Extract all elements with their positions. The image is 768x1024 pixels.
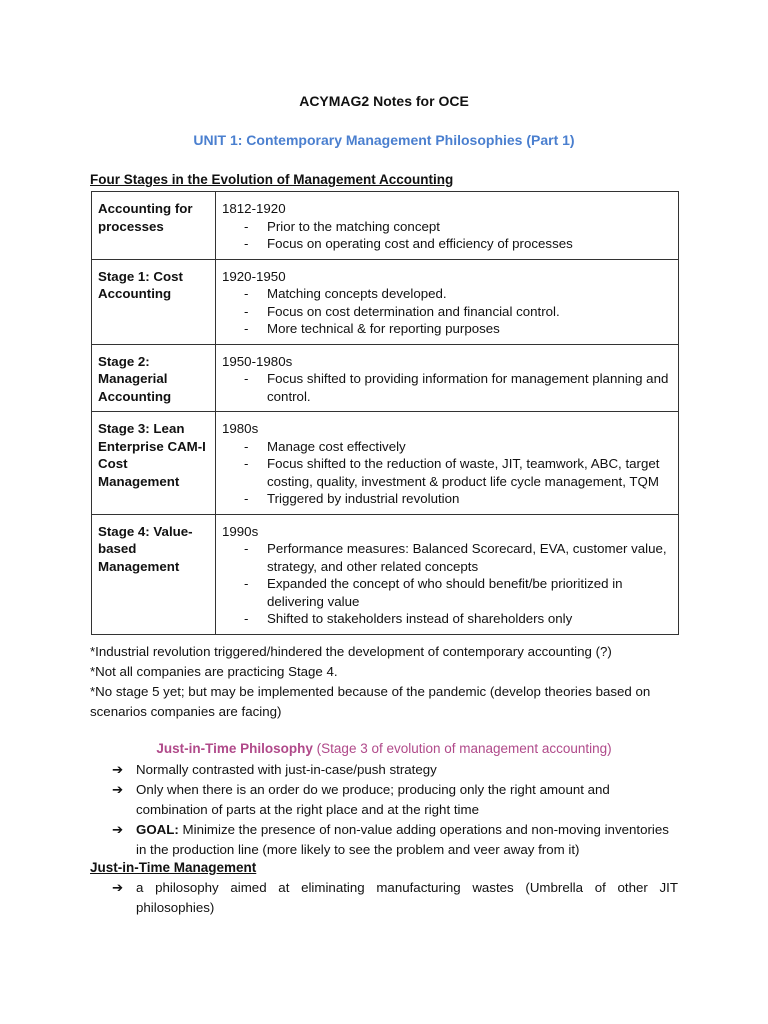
stage-points — [222, 438, 672, 508]
stage-name-cell: Stage 2: Managerial Accounting — [92, 344, 216, 412]
unit-title: UNIT 1: Contemporary Management Philosophies (Part 1) — [193, 132, 575, 148]
list-item: - Focus on operating cost and efficiency of processes — [244, 235, 672, 253]
arrow-right-icon: ➔ — [112, 782, 124, 797]
list-item: - Expanded the concept of who should benefit/be prioritized in delivering value — [244, 575, 672, 610]
list-item: - Focus on cost determination and financial control. — [244, 303, 672, 321]
stage-description-cell — [216, 412, 679, 515]
list-item — [112, 820, 678, 860]
stage-period: 1980s — [222, 421, 259, 436]
bullet-text: Only when there is an order do we produce; producing only the right amount and combination of parts at the right place and at the right time — [136, 782, 610, 817]
jit-philosophy-title — [0, 740, 768, 758]
goal-label: GOAL: — [136, 822, 179, 837]
stage-points — [222, 540, 672, 628]
list-item: - More technical & for reporting purposes — [244, 320, 672, 338]
jit-title-main: Just-in-Time Philosophy — [156, 741, 313, 756]
stage-name-cell: Stage 4: Value-based Management — [92, 514, 216, 634]
jit-management-list — [112, 878, 678, 918]
list-item — [112, 878, 678, 918]
table-row — [92, 192, 679, 260]
document-title: ACYMAG2 Notes for OCE — [299, 93, 469, 109]
list-item — [112, 760, 678, 780]
stage-period: 1920-1950 — [222, 268, 286, 284]
stage-description-cell — [216, 514, 679, 634]
table-row — [92, 412, 679, 515]
table-row — [92, 344, 679, 412]
jit-bullet-list — [112, 760, 678, 860]
list-item: - Matching concepts developed. — [244, 285, 672, 303]
jit-management-heading: Just-in-Time Management — [90, 860, 257, 875]
stage-name-cell: Stage 1: Cost Accounting — [92, 259, 216, 344]
stage-period: 1990s — [222, 523, 259, 539]
stages-table — [91, 191, 679, 635]
note: *No stage 5 yet; but may be implemented because of the pandemic (develop theories based on scenarios companies are facing) — [90, 684, 651, 719]
bullet-text: a philosophy aimed at eliminating manufacturing wastes (Umbrella of other JIT philosophies) — [136, 880, 678, 915]
table-row — [92, 259, 679, 344]
note: *Industrial revolution triggered/hindered the development of contemporary accounting (?) — [90, 644, 612, 659]
list-item: - Focus shifted to providing information for management planning and control. — [244, 370, 672, 405]
arrow-right-icon: ➔ — [112, 762, 124, 777]
table-row — [92, 514, 679, 634]
stage-period: 1950-1980s — [222, 353, 293, 369]
stage-points — [222, 218, 672, 253]
stage-name-cell: Stage 3: Lean Enterprise CAM-I Cost Management — [92, 412, 216, 515]
stage-name-cell: Accounting for processes — [92, 192, 216, 260]
stage-points — [222, 370, 672, 405]
bullet-text: Normally contrasted with just-in-case/push strategy — [136, 762, 437, 777]
note: *Not all companies are practicing Stage 4. — [90, 664, 338, 679]
list-item — [112, 780, 678, 820]
bullet-text: Minimize the presence of non-value adding operations and non-moving inventories in the production line (more likely to see the problem and veer away from it) — [136, 822, 669, 857]
arrow-right-icon: ➔ — [112, 822, 124, 837]
stage-description-cell — [216, 259, 679, 344]
jit-title-subtitle: (Stage 3 of evolution of management accounting) — [316, 741, 612, 756]
stages-heading: Four Stages in the Evolution of Management Accounting — [90, 172, 454, 187]
stage-period: 1812-1920 — [222, 201, 286, 216]
list-item: - Triggered by industrial revolution — [244, 490, 672, 508]
stage-points — [222, 285, 672, 338]
list-item: - Shifted to stakeholders instead of shareholders only — [244, 610, 672, 628]
list-item: - Manage cost effectively — [244, 438, 672, 456]
notes-block — [90, 642, 690, 722]
list-item: - Prior to the matching concept — [244, 218, 672, 236]
arrow-right-icon: ➔ — [112, 880, 124, 895]
list-item: - Focus shifted to the reduction of waste, JIT, teamwork, ABC, target costing, quality, investment & product life cycle management, TQM — [244, 455, 672, 490]
stage-description-cell — [216, 344, 679, 412]
list-item: - Performance measures: Balanced Scorecard, EVA, customer value, strategy, and other related concepts — [244, 540, 672, 575]
stage-description-cell — [216, 192, 679, 260]
